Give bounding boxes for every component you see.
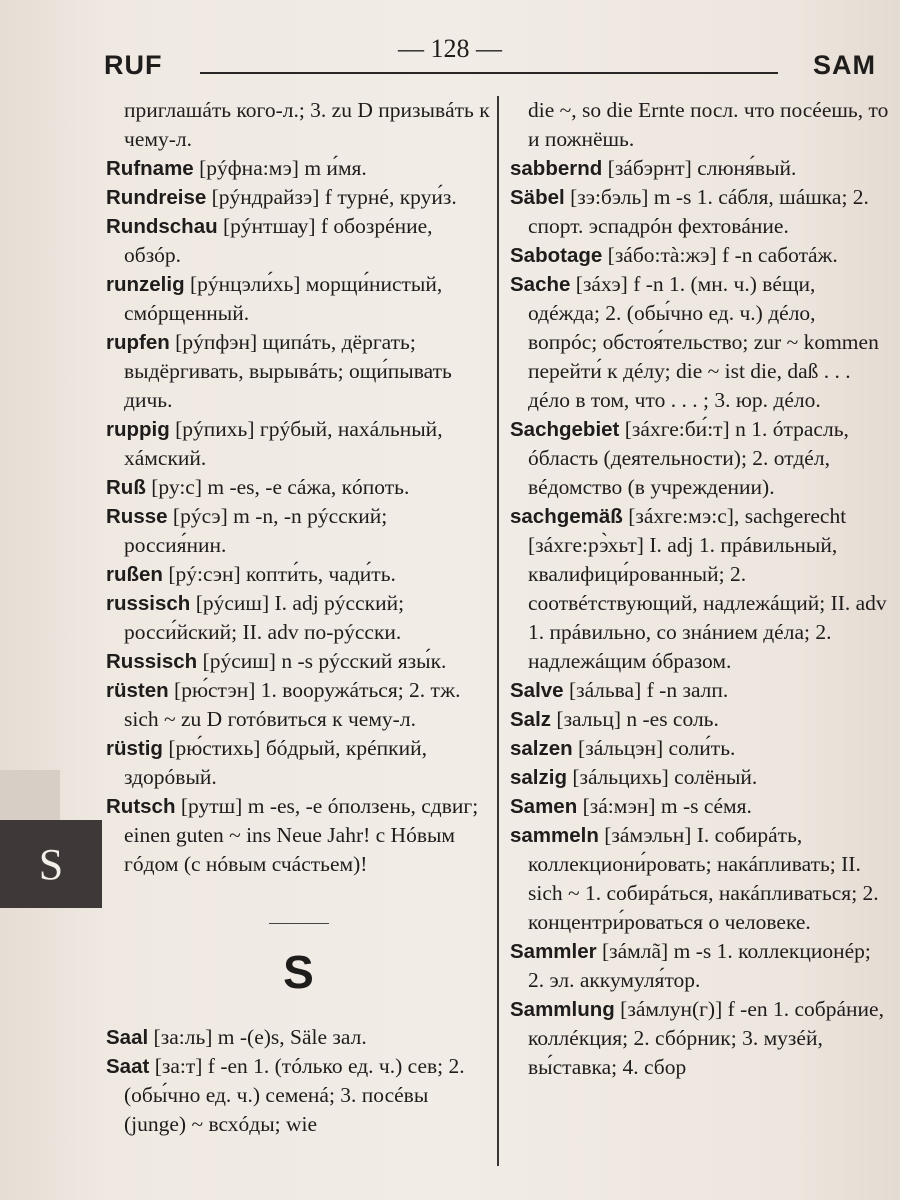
dictionary-entry (106, 270, 491, 328)
page-number: — 128 — (398, 34, 502, 63)
dictionary-entry (510, 183, 890, 241)
entry-headword: Saal (106, 1026, 149, 1049)
entry-definition: [рýпихь] грýбый, нахáльный, хáмский. (124, 417, 443, 470)
entry-definition: [рýфна:мэ] m и́мя. (193, 156, 367, 180)
dictionary-entry (510, 734, 890, 763)
entry-definition: [зá:мэн] m -s сéмя. (577, 794, 752, 818)
dictionary-entry (106, 183, 491, 212)
section-letter: S (283, 946, 314, 998)
entry-headword: Rutsch (106, 795, 176, 818)
dictionary-entry (106, 502, 491, 560)
entry-definition: [за:ль] m -(e)s, Säle зал. (148, 1025, 367, 1049)
entry-headword: Samen (510, 795, 578, 818)
entry-definition: [рутш] m -es, -e óползень, сдвиг; einen guten ~ ins Neue Jahr! с Нóвым гóдом (с нóвым счáстьем)! (124, 794, 479, 876)
dictionary-entry (106, 473, 491, 502)
dictionary-entry (106, 1052, 491, 1139)
entry-headword: Ruß (106, 476, 146, 499)
entry-headword: rüsten (106, 679, 169, 702)
entry-definition: [рýнтшау] f обозрéние, обзóр. (124, 214, 433, 267)
dictionary-entry (510, 937, 890, 995)
entry-headword: Salz (510, 708, 552, 731)
entry-headword: Russe (106, 505, 168, 528)
entry-headword: rüstig (106, 737, 163, 760)
thumb-index-tab[interactable]: S (0, 820, 102, 908)
dictionary-entry (106, 415, 491, 473)
entry-headword: Sammlung (510, 998, 615, 1021)
entry-definition: [рýсиш] n -s рýсский язы́к. (197, 649, 447, 673)
entry-headword: ruppig (106, 418, 170, 441)
dictionary-entry (510, 270, 890, 415)
entry-headword: sabbernd (510, 157, 603, 180)
dictionary-entry (106, 96, 491, 154)
entry-definition: приглашáть кого-л.; 3. zu D призывáть к чему-л. (124, 98, 490, 151)
entry-headword: Russisch (106, 650, 198, 673)
dictionary-entry (510, 502, 890, 676)
dictionary-entry (510, 415, 890, 502)
entry-headword: Salve (510, 679, 564, 702)
entry-headword: Rufname (106, 157, 194, 180)
header-rule (200, 72, 778, 74)
dictionary-entry (510, 154, 890, 183)
dictionary-entry (510, 705, 890, 734)
entry-headword: Rundreise (106, 186, 207, 209)
dictionary-entry (106, 212, 491, 270)
entry-definition: [зáхге:би́:т] n 1. óтрасль, óбласть (деятельности); 2. отдéл, вéдомство (в учреждении). (528, 417, 849, 499)
entry-definition: [зáбо:тà:жэ] f -n саботáж. (602, 243, 838, 267)
entry-headword: Sachgebiet (510, 418, 620, 441)
entry-definition: die ~, so die Ernte посл. что посéешь, то и пожнёшь. (528, 98, 889, 151)
dictionary-entry (510, 821, 890, 937)
entry-definition: [рýсэ] m -n, -n рýсский; россия́нин. (124, 504, 388, 557)
entry-definition: [зáбэрнт] слюня́вый. (602, 156, 797, 180)
entry-definition: [зáмэльн] I. собирáть, коллекциони́ровать; накáпливать; II. sich ~ 1. собирáться, накáпливаться; 2. концентри́роваться о человеке. (528, 823, 879, 934)
entry-definition: [зáльцэн] соли́ть. (572, 736, 736, 760)
entry-headword: Sabotage (510, 244, 603, 267)
entry-headword: russisch (106, 592, 191, 615)
right-guide-word: SAM (813, 50, 876, 80)
entry-headword: Sammler (510, 940, 597, 963)
entry-definition: [рýнцэли́хь] морщи́нистый, смóрщенный. (124, 272, 443, 325)
entry-definition: [зальц] n -es соль. (551, 707, 719, 731)
entry-definition: [рý:сэн] копти́ть, чади́ть. (162, 562, 396, 586)
entry-definition: [зáхге:мэ:с], sachgerecht [зáхге:рэ̀хьт] I. adj 1. прáвильный, квалифици́рованный; 2. соотвéтствующий, надлежáщий; II. adv 1. прáвильно, со знáнием дéла; 2. надлежáщим óбразом. (528, 504, 887, 673)
right-column (510, 96, 890, 1082)
dictionary-entry (510, 763, 890, 792)
entry-definition: [зáльва] f -n залп. (563, 678, 729, 702)
dictionary-entry (510, 792, 890, 821)
entry-headword: rupfen (106, 331, 170, 354)
dictionary-entry (106, 792, 491, 879)
dictionary-entry (510, 676, 890, 705)
entry-headword: rußen (106, 563, 163, 586)
entry-definition: [ру:с] m -es, -e сáжа, кóпоть. (145, 475, 410, 499)
entry-definition: [за:т] f -en 1. (тóлько ед. ч.) сев; 2. (обы́чно ед. ч.) семенá; 3. посéвы (junge) ~ всхóды; wie (124, 1054, 465, 1136)
dictionary-entry (106, 647, 491, 676)
dictionary-entry (106, 328, 491, 415)
thumb-tab-shadow (0, 770, 60, 820)
entry-definition: [зáльцихь] солёный. (566, 765, 758, 789)
left-guide-word: RUF (104, 50, 163, 80)
dictionary-entry (106, 154, 491, 183)
entry-headword: sachgemäß (510, 505, 623, 528)
dictionary-entry (106, 676, 491, 734)
entry-definition: [рýсиш] I. adj рýсский; росси́йский; II. adv по-рýсски. (124, 591, 405, 644)
entry-definition: [рýндрайзэ] f турнé, круи́з. (206, 185, 457, 209)
entry-headword: sammeln (510, 824, 599, 847)
entry-definition: [рю́стэн] 1. вооружáться; 2. тж. sich ~ zu D готóвиться к чему-л. (124, 678, 461, 731)
entry-headword: salzen (510, 737, 573, 760)
entry-definition: [зэ:бэль] m -s 1. сáбля, шáшка; 2. спорт. эспадрóн фехтовáние. (528, 185, 869, 238)
column-divider (497, 96, 499, 1166)
entry-headword: Rundschau (106, 215, 218, 238)
dictionary-entry (106, 1023, 491, 1052)
dictionary-entry (510, 995, 890, 1082)
dictionary-entry (106, 589, 491, 647)
entry-definition: [рýпфэн] щипáть, дёргать; выдёргивать, вырывáть; ощи́пывать дичь. (124, 330, 452, 412)
left-column (106, 96, 491, 1139)
entry-definition: [рю́стихь] бóдрый, крéпкий, здорóвый. (124, 736, 427, 789)
dictionary-entry (510, 96, 890, 154)
entry-headword: salzig (510, 766, 567, 789)
section-rule (269, 923, 329, 924)
entry-headword: Saat (106, 1055, 150, 1078)
dictionary-entry (106, 734, 491, 792)
dictionary-entry (510, 241, 890, 270)
entry-headword: Säbel (510, 186, 565, 209)
left-entries-before (106, 96, 491, 879)
right-entries (510, 96, 890, 1082)
entry-definition: [зáмлун(г)] f -en 1. собрáние, коллéкция; 2. сбóрник; 3. музéй, вы́ставка; 4. сбор (528, 997, 884, 1079)
entry-definition: [зáхэ] f -n 1. (мн. ч.) вéщи, одéжда; 2. (обы́чно ед. ч.) дéло, вопрóс; обстоя́тельство; zur ~ kommen перейти́ к дéлу; die ~ ist die, daß . . . дéло в том, что . . . ; 3. юр. дéло. (528, 272, 879, 412)
page-header (0, 30, 900, 90)
entry-headword: Sache (510, 273, 571, 296)
dictionary-entry (106, 560, 491, 589)
entry-headword: runzelig (106, 273, 185, 296)
entry-definition: [зáмлã] m -s 1. коллекционéр; 2. эл. аккумуля́тор. (528, 939, 871, 992)
left-entries-after (106, 1023, 491, 1139)
section-letter-heading (106, 923, 491, 998)
